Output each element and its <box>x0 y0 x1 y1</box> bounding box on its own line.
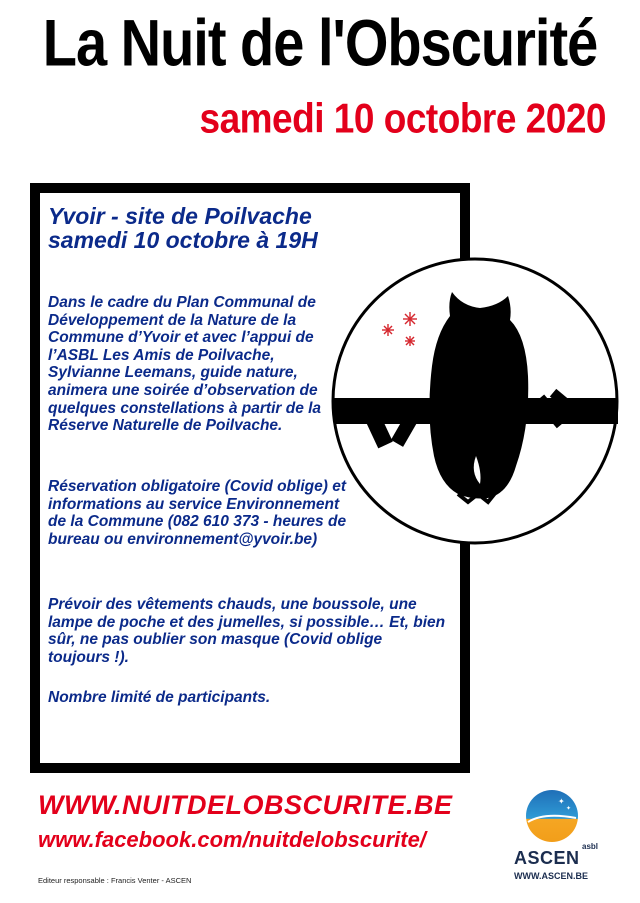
poster-date: samedi 10 octobre 2020 <box>199 95 606 142</box>
owl-illustration <box>330 256 620 546</box>
logo-name: ASCEN <box>514 848 580 868</box>
facebook-link[interactable]: www.facebook.com/nuitdelobscurite/ <box>38 827 426 852</box>
limit-paragraph: Nombre limité de participants. <box>48 689 271 706</box>
ascen-logo-icon <box>524 788 580 844</box>
logo-url[interactable]: WWW.ASCEN.BE <box>514 871 588 881</box>
logo-asbl: asbl <box>582 842 599 851</box>
event-datetime: samedi 10 octobre à 19H <box>48 227 318 253</box>
editor-credit: Editeur responsable : Francis Venter - ASCEN <box>38 876 192 885</box>
website-link[interactable]: WWW.NUITDELOBSCURITE.BE <box>38 790 453 820</box>
event-location: Yvoir - site de Poilvache <box>48 203 312 229</box>
svg-text:✦: ✦ <box>558 797 565 806</box>
intro-paragraph: Dans le cadre du Plan Communal de Développement de la Nature de la Commune d’Yvoir et avec l’appui de l’ASBL Les Amis de Poilvache, Sylvianne Leemans, guide nature, animera une soirée d’observation de quelques constellations à partir de la Réserve Naturelle de Poilvache. <box>48 294 322 435</box>
event-heading <box>48 204 408 252</box>
svg-text:✦: ✦ <box>566 805 572 812</box>
equipment-paragraph: Prévoir des vêtements chauds, une boussole, une lampe de poche et des jumelles, si possible… Et, bien sûr, ne pas oublier son masque (Covid oblige toujours !). <box>48 596 446 666</box>
poster-title: La Nuit de l'Obscurité <box>42 5 598 80</box>
reservation-paragraph: Réservation obligatoire (Covid oblige) et informations au service Environnement de la Commune (082 610 373 - heures de bureau ou environnement@yvoir.be) <box>48 478 347 548</box>
